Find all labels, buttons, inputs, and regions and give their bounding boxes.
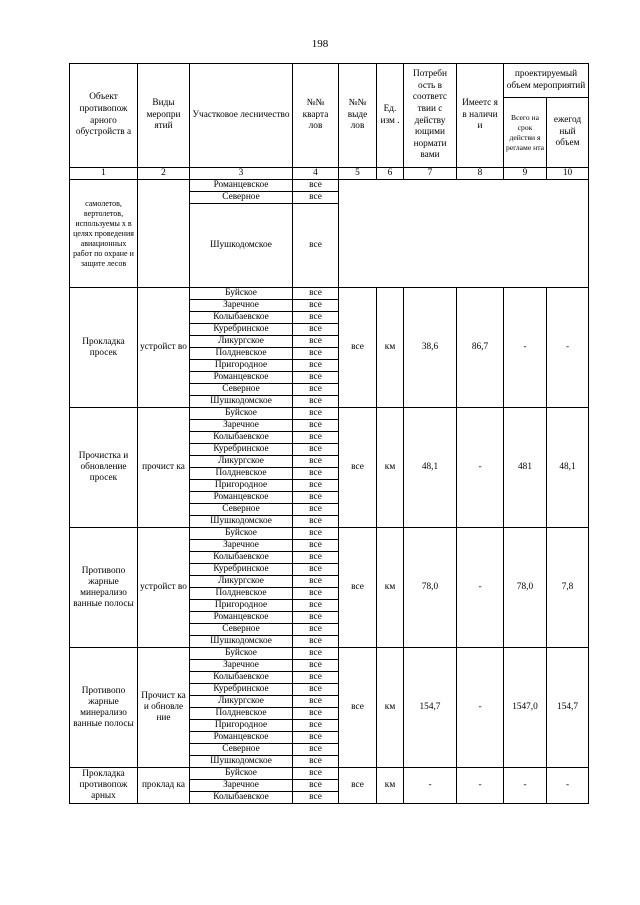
header-vydel: №№ выде лов (339, 64, 377, 168)
table-row (70, 768, 589, 780)
kvartal-cell: все (293, 684, 339, 696)
need-cell: 154,7 (404, 648, 457, 768)
lesnichestvo-cell: Буйское (190, 528, 293, 540)
col-number: 6 (377, 168, 404, 180)
header-lesnichestvo: Участковое лесничество (190, 64, 293, 168)
lesnichestvo-cell: Полдневское (190, 588, 293, 600)
lesnichestvo-cell: Романцевское (190, 732, 293, 744)
header-kvartal: №№ кварта лов (293, 64, 339, 168)
activity-cell: устройст во (138, 288, 190, 408)
vydel-cell: все (339, 768, 377, 804)
kvartal-cell: все (293, 660, 339, 672)
col-number: 1 (70, 168, 138, 180)
kvartal-cell: все (293, 612, 339, 624)
kvartal-cell: все (293, 588, 339, 600)
need-cell: 48,1 (404, 408, 457, 528)
activity-cell: прочист ка (138, 408, 190, 528)
annual-cell: - (547, 768, 589, 804)
have-cell: - (457, 768, 504, 804)
kvartal-cell: все (293, 780, 339, 792)
table-row (70, 528, 589, 540)
annual-cell: - (547, 288, 589, 408)
kvartal-cell: все (293, 636, 339, 648)
table-row (70, 408, 589, 420)
lesnichestvo-cell: Северное (190, 504, 293, 516)
col-number: 8 (457, 168, 504, 180)
kvartal-cell: все (293, 564, 339, 576)
kvartal-cell: все (293, 480, 339, 492)
header-activity: Виды меропри ятий (138, 64, 190, 168)
kvartal-cell: все (293, 288, 339, 300)
lesnichestvo-cell: Пригородное (190, 360, 293, 372)
vydel-cell: все (339, 408, 377, 528)
kvartal-cell: все (293, 720, 339, 732)
kvartal-cell: все (293, 408, 339, 420)
lesnichestvo-cell: Шушкодомское (190, 204, 293, 288)
lesnichestvo-cell: Ликургское (190, 696, 293, 708)
total-cell: 1547,0 (504, 648, 547, 768)
col-number: 4 (293, 168, 339, 180)
kvartal-cell: все (293, 360, 339, 372)
header-unit: Ед. изм . (377, 64, 404, 168)
lesnichestvo-cell: Заречное (190, 780, 293, 792)
table-row (70, 180, 589, 192)
vydel-cell: все (339, 288, 377, 408)
lesnichestvo-cell: Колыбаевское (190, 552, 293, 564)
kvartal-cell: все (293, 768, 339, 780)
kvartal-cell: все (293, 516, 339, 528)
lesnichestvo-cell: Северное (190, 384, 293, 396)
annual-cell: 48,1 (547, 408, 589, 528)
col-number: 10 (547, 168, 589, 180)
col-number: 3 (190, 168, 293, 180)
lesnichestvo-cell: Пригородное (190, 720, 293, 732)
kvartal-cell: все (293, 624, 339, 636)
lesnichestvo-cell: Полдневское (190, 468, 293, 480)
header-object: Объект противопож арного обустройств а (70, 64, 138, 168)
lesnichestvo-cell: Ликургское (190, 456, 293, 468)
lesnichestvo-cell: Куребринское (190, 684, 293, 696)
kvartal-cell: все (293, 696, 339, 708)
lesnichestvo-cell: Полдневское (190, 708, 293, 720)
empty-merged-cell (339, 180, 589, 288)
have-cell: - (457, 408, 504, 528)
have-cell: - (457, 528, 504, 648)
need-cell: 78,0 (404, 528, 457, 648)
lesnichestvo-cell: Шушкодомское (190, 756, 293, 768)
have-cell: - (457, 648, 504, 768)
kvartal-cell: все (293, 504, 339, 516)
col-number: 2 (138, 168, 190, 180)
lesnichestvo-cell: Колыбаевское (190, 792, 293, 804)
kvartal-cell: все (293, 432, 339, 444)
kvartal-cell: все (293, 444, 339, 456)
col-number: 9 (504, 168, 547, 180)
lesnichestvo-cell: Северное (190, 192, 293, 204)
header-total: Всего на срок действи я регламе нта (504, 98, 547, 168)
kvartal-cell: все (293, 180, 339, 192)
table-row (70, 648, 589, 660)
activity-cell (138, 180, 190, 288)
total-cell: 481 (504, 408, 547, 528)
kvartal-cell: все (293, 648, 339, 660)
kvartal-cell: все (293, 300, 339, 312)
lesnichestvo-cell: Романцевское (190, 180, 293, 192)
kvartal-cell: все (293, 708, 339, 720)
lesnichestvo-cell: Северное (190, 624, 293, 636)
total-cell: - (504, 768, 547, 804)
activity-cell: проклад ка (138, 768, 190, 804)
unit-cell: км (377, 648, 404, 768)
kvartal-cell: все (293, 204, 339, 288)
lesnichestvo-cell: Ликургское (190, 336, 293, 348)
activity-cell: Прочист ка и обновле ние (138, 648, 190, 768)
page-number: 198 (311, 38, 329, 50)
fire-measures-table (69, 63, 589, 804)
kvartal-cell: все (293, 384, 339, 396)
lesnichestvo-cell: Пригородное (190, 600, 293, 612)
lesnichestvo-cell: Романцевское (190, 612, 293, 624)
kvartal-cell: все (293, 396, 339, 408)
kvartal-cell: все (293, 420, 339, 432)
total-cell: 78,0 (504, 528, 547, 648)
object-cell: Прокладка просек (70, 288, 138, 408)
lesnichestvo-cell: Буйское (190, 768, 293, 780)
lesnichestvo-cell: Северное (190, 744, 293, 756)
lesnichestvo-cell: Шушкодомское (190, 636, 293, 648)
lesnichestvo-cell: Заречное (190, 420, 293, 432)
unit-cell: км (377, 768, 404, 804)
kvartal-cell: все (293, 348, 339, 360)
lesnichestvo-cell: Шушкодомское (190, 516, 293, 528)
object-cell: самолетов, вертолетов, используемы х в целях проведения авиационных работ по охране и защите лесов (70, 180, 138, 288)
kvartal-cell: все (293, 672, 339, 684)
header-annual: ежегод ный объем (547, 98, 589, 168)
need-cell: - (404, 768, 457, 804)
col-number: 7 (404, 168, 457, 180)
kvartal-cell: все (293, 372, 339, 384)
object-cell: Прочистка и обновление просек (70, 408, 138, 528)
kvartal-cell: все (293, 528, 339, 540)
kvartal-cell: все (293, 756, 339, 768)
unit-cell: км (377, 528, 404, 648)
lesnichestvo-cell: Пригородное (190, 480, 293, 492)
header-have: Имеетс я в наличи и (457, 64, 504, 168)
lesnichestvo-cell: Колыбаевское (190, 672, 293, 684)
kvartal-cell: все (293, 468, 339, 480)
table-row (70, 288, 589, 300)
kvartal-cell: все (293, 600, 339, 612)
lesnichestvo-cell: Куребринское (190, 444, 293, 456)
lesnichestvo-cell: Колыбаевское (190, 312, 293, 324)
vydel-cell: все (339, 648, 377, 768)
kvartal-cell: все (293, 552, 339, 564)
kvartal-cell: все (293, 456, 339, 468)
kvartal-cell: все (293, 336, 339, 348)
lesnichestvo-cell: Романцевское (190, 372, 293, 384)
kvartal-cell: все (293, 192, 339, 204)
col-number: 5 (339, 168, 377, 180)
lesnichestvo-cell: Заречное (190, 300, 293, 312)
object-cell: Противопо жарные минерализо ванные полосы (70, 528, 138, 648)
lesnichestvo-cell: Буйское (190, 288, 293, 300)
annual-cell: 154,7 (547, 648, 589, 768)
header-need: Потребн ость в соответс твии с действу ющими нормати вами (404, 64, 457, 168)
lesnichestvo-cell: Буйское (190, 648, 293, 660)
unit-cell: км (377, 288, 404, 408)
lesnichestvo-cell: Романцевское (190, 492, 293, 504)
lesnichestvo-cell: Заречное (190, 540, 293, 552)
lesnichestvo-cell: Ликургское (190, 576, 293, 588)
kvartal-cell: все (293, 492, 339, 504)
kvartal-cell: все (293, 744, 339, 756)
lesnichestvo-cell: Полдневское (190, 348, 293, 360)
need-cell: 38,6 (404, 288, 457, 408)
lesnichestvo-cell: Заречное (190, 660, 293, 672)
lesnichestvo-cell: Буйское (190, 408, 293, 420)
kvartal-cell: все (293, 540, 339, 552)
unit-cell: км (377, 408, 404, 528)
annual-cell: 7,8 (547, 528, 589, 648)
have-cell: 86,7 (457, 288, 504, 408)
lesnichestvo-cell: Куребринское (190, 564, 293, 576)
lesnichestvo-cell: Куребринское (190, 324, 293, 336)
kvartal-cell: все (293, 324, 339, 336)
column-numbers-row (70, 168, 589, 180)
object-cell: Прокладка противопож арных (70, 768, 138, 804)
vydel-cell: все (339, 528, 377, 648)
header-projected: проектируемый объем мероприятий (504, 64, 589, 98)
kvartal-cell: все (293, 732, 339, 744)
object-cell: Противопо жарные минерализо ванные полосы (70, 648, 138, 768)
lesnichestvo-cell: Колыбаевское (190, 432, 293, 444)
lesnichestvo-cell: Шушкодомское (190, 396, 293, 408)
activity-cell: устройст во (138, 528, 190, 648)
kvartal-cell: все (293, 312, 339, 324)
total-cell: - (504, 288, 547, 408)
kvartal-cell: все (293, 792, 339, 804)
kvartal-cell: все (293, 576, 339, 588)
